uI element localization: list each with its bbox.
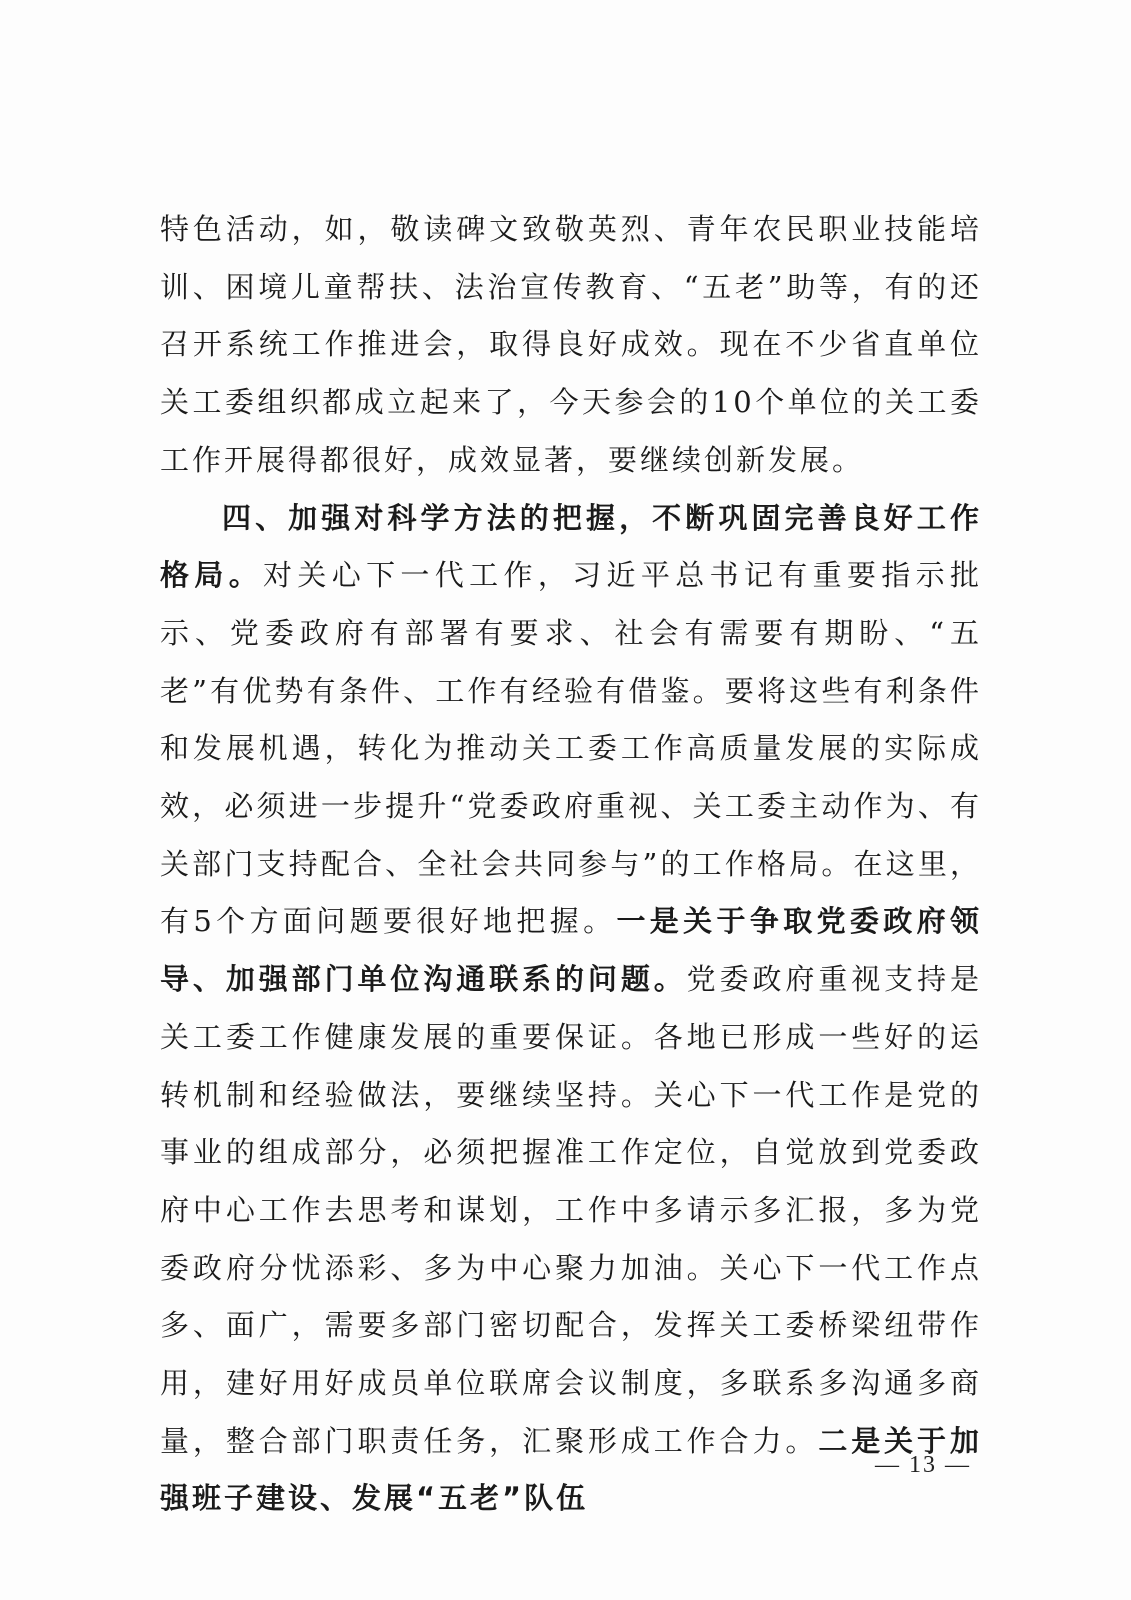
page-number: — 13 — (875, 1452, 971, 1478)
paragraph-1 (160, 201, 982, 490)
paragraph-1-text: 特色活动，如，敬读碑文致敬英烈、青年农民职业技能培训、困境儿童帮扶、法治宣传教育、“五老”助等，有的还召开系统工作推进会，取得良好成效。现在不少省直单位关工委组织都成立起来了，今天参会的10个单位的关工委工作开展得都很好，成效显著，要继续创新发展。 (160, 212, 982, 477)
point-heading-2: 二是关于加强班子建设、发展“五老”队伍 (160, 1423, 982, 1516)
section-heading-4: 四、加强对科学方法的把握，不断巩固完善良好工作格局。 (160, 500, 982, 593)
body-text (160, 201, 982, 1528)
paragraph-2-text-a: 对关心下一代工作，习近平总书记有重要指示批示、党委政府有部署有要求、社会有需要有期盼、“五老”有优势有条件、工作有经验有借鉴。要将这些有利条件和发展机遇，转化为推动关工委工作高质量发展的实际成效，必须进一步提升“党委政府重视、关工委主动作为、有关部门支持配合、全社会共同参与”的工作格局。在这里，有5个方面问题要很好地把握。 (160, 558, 982, 939)
paragraph-2 (160, 490, 982, 1529)
paragraph-2-text-b: 党委政府重视支持是关工委工作健康发展的重要保证。各地已形成一些好的运转机制和经验做法，要继续坚持。关心下一代工作是党的事业的组成部分，必须把握准工作定位，自觉放到党委政府中心工作去思考和谋划，工作中多请示多汇报，多为党委政府分忧添彩、多为中心聚力加油。关心下一代工作点多、面广，需要多部门密切配合，发挥关工委桥梁纽带作用，建好用好成员单位联席会议制度，多联系多沟通多商量，整合部门职责任务，汇聚形成工作合力。 (160, 962, 982, 1458)
point-heading-1: 一是关于争取党委政府领导、加强部门单位沟通联系的问题。 (160, 904, 982, 997)
